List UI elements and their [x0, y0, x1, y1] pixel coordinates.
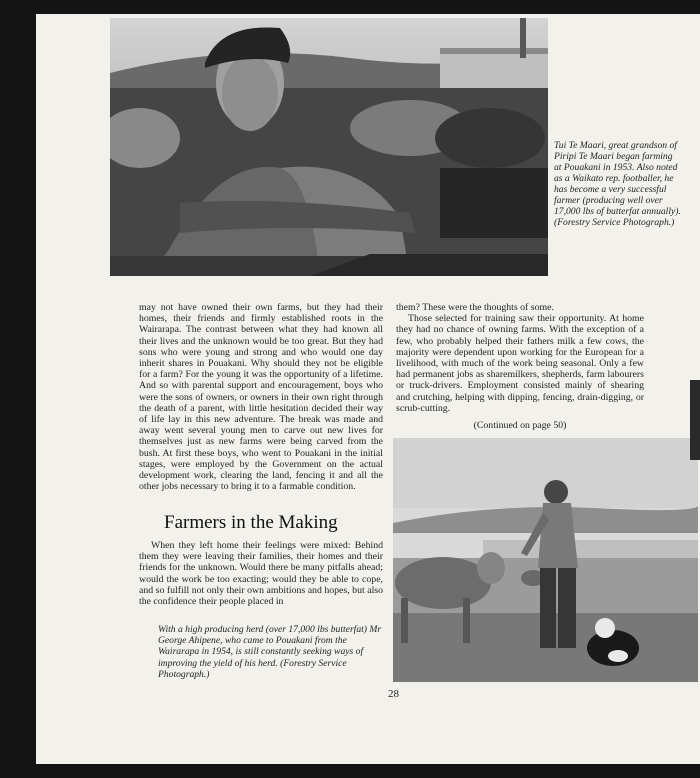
page-number: 28 [388, 688, 399, 700]
top-photo-caption: Tui Te Maari, great grandson of Piripi Te Maari began farming at Pouakani in 1953. Also noted as a Waikato rep. footballer, he has become a very successful farmer (producing well over 17,000 lbs of butterfat annually). (Forestry Service Photograph.) [554, 140, 681, 228]
farmer-portrait-photo [110, 18, 548, 276]
bottom-photo-caption: With a high producing herd (over 17,000 lbs butterfat) Mr George Ahipene, who came to Pouakani from the Wairarapa in 1954, is still constantly seeking ways of improving the yield of his herd. (Forestry Service Photograph.) [158, 624, 382, 680]
article-paragraph: When they left home their feelings were mixed: Behind them they were leaving their families, their homes and their friends for the unknown. Would there be many pitfalls ahead; would the work be too exacting; would they be able to cope, and so fulfill not only their own ambitions and hopes, but also the confidence their people placed in [139, 540, 383, 608]
herd-photo [393, 438, 698, 682]
article-paragraph: them? These were the thoughts of some. [396, 302, 554, 313]
article-paragraph: may not have owned their own farms, but they had their homes, their friends and firmly established roots in the Wairarapa. The contrast between what they had known all their lives and the unknown would be too great. But they had sons who were young and strong and who would one day inherit shares in Pouakani. Why should they not be eligible for a farm? For the young it was the opportunity of a lifetime. And so with parental support and encouragement, boys who were the sons of owners, or owners in their own right through the death of a parent, with little hesitation decided their way of life lay in this new adventure. The break was made and away went several young men to carve out new lives for themselves just as new farms were being carved from the bush. At first these boys, who went to Pouakani in the initial stages, were employed by the Government on the actual development work, clearing the land, fencing it and all the other jobs necessary to bring it to a farmable condition. [139, 302, 383, 493]
article-left-column-lower [139, 540, 383, 607]
article-left-column [139, 302, 383, 492]
section-heading: Farmers in the Making [164, 512, 338, 533]
farmer-with-herd-illustration [393, 438, 698, 682]
article-paragraph: Those selected for training saw their opportunity. At home they had no chance of owning farms. With the exception of a few, who probably helped their fathers milk a few cows, the majority were dependent upon working for the European for a livelihood, with much of the work being seasonal. Only a few had permanent jobs as sharemilkers, shepherds, farm labourers or truck-drivers. Employment consisted mainly of shearing and crutching, helping with dipping, fencing, drain-digging, or scrub-cutting. [396, 313, 644, 414]
article-right-column [396, 302, 644, 431]
continued-notice: (Continued on page 50) [473, 420, 567, 432]
scan-edge-mark [690, 380, 700, 460]
farmer-portrait-illustration [110, 18, 548, 276]
